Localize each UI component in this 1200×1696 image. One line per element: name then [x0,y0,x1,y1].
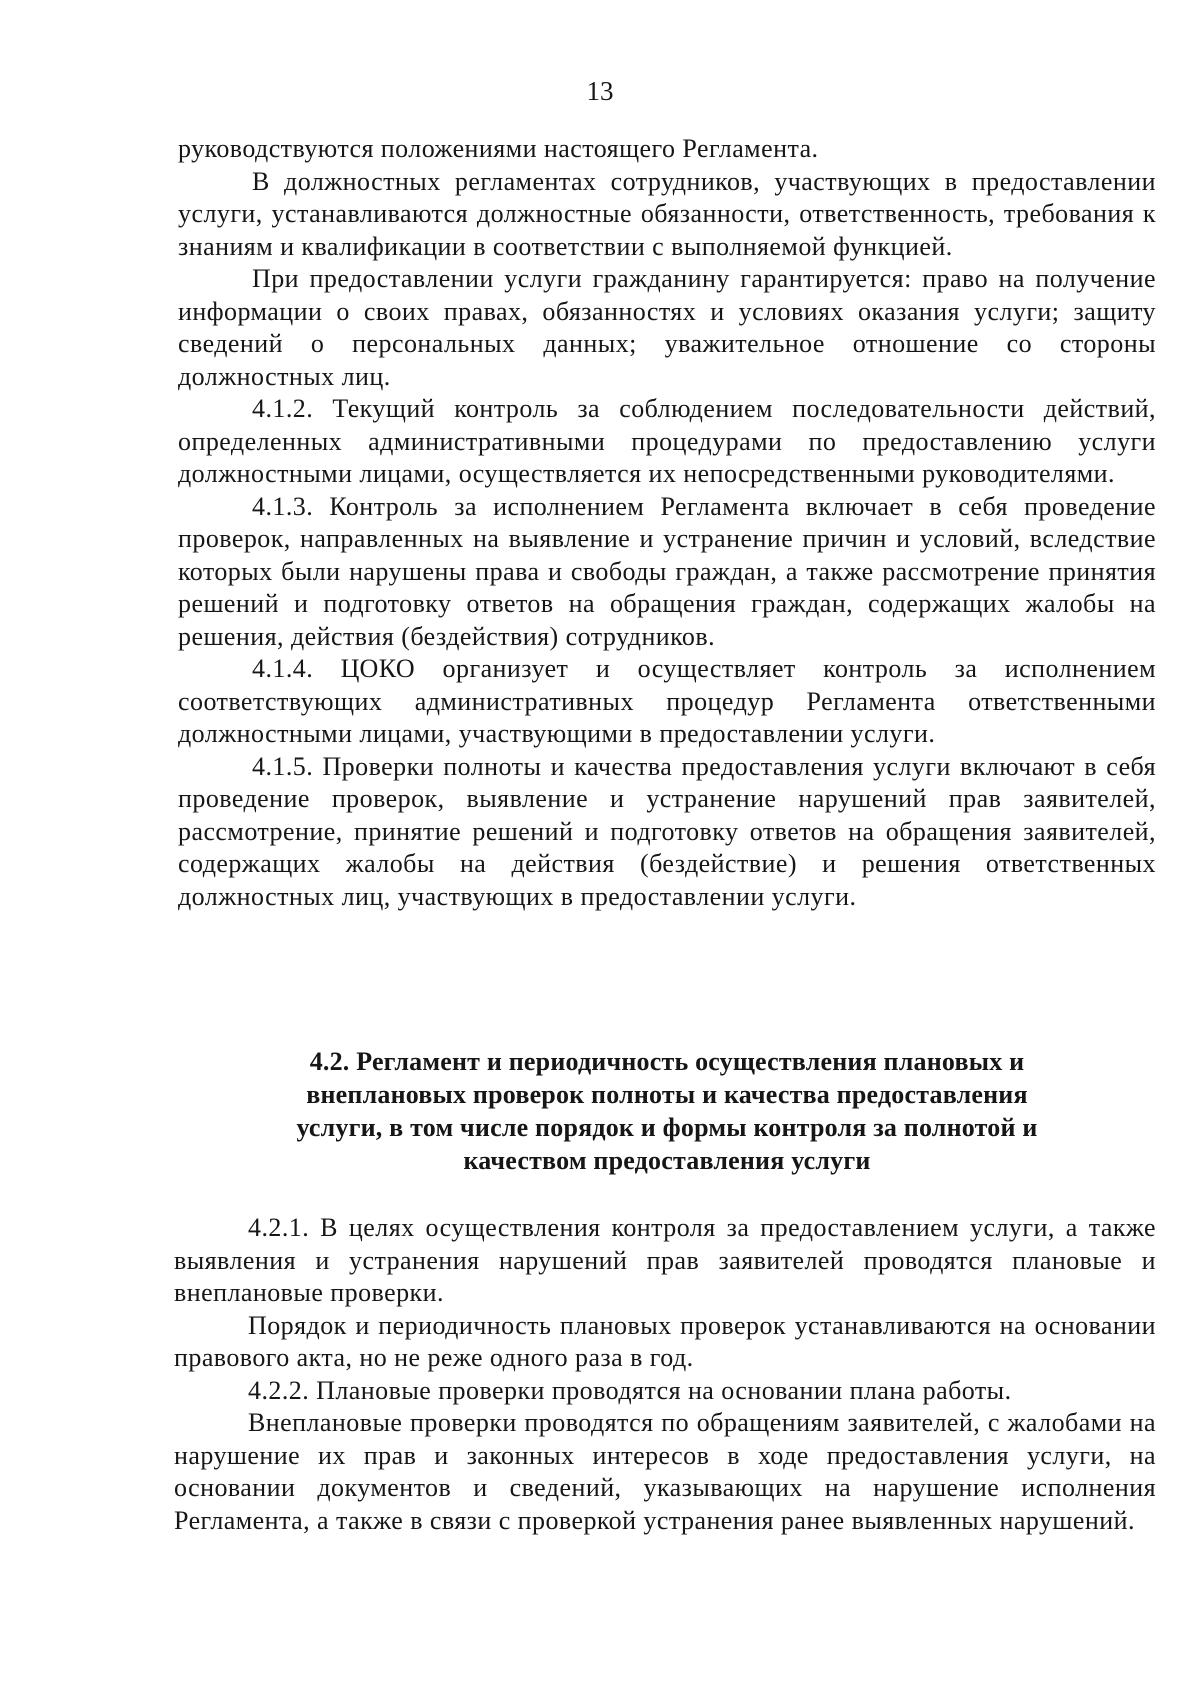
paragraph-job-regulations: В должностных регламентах сотрудников, участвующих в предоставлении услуги, устанавливаются должностные обязанности, ответственность, требования к знаниям и квалификации в соответствии с выполняемой функцией. [178,166,1156,261]
section-4-2-heading [178,1045,1156,1177]
paragraph-4-1-2: 4.1.2. Текущий контроль за соблюдением последовательности действий, определенных административными процедурами по предоставлению услуги должностными лицами, осуществляется их непосредственными руководителями. [178,394,1156,488]
paragraph-4-1-3: 4.1.3. Контроль за исполнением Регламента включает в себя проведение проверок, направленных на выявление и устранение причин и условий, вследствие которых были нарушены права и свободы граждан, а также рассмотрение принятия решений и подготовку ответов на обращения граждан, содержащих жалобы на решения, действия (бездействия) сотрудников. [178,491,1156,651]
page-number: 13 [586,76,614,106]
heading-line: качеством предоставления услуги [463,1146,871,1175]
paragraph-inspection-frequency: Порядок и периодичность плановых проверок устанавливаются на основании правового акта, но не реже одного раза в год. [174,1310,1156,1372]
heading-line: 4.2. Регламент и периодичность осуществления плановых и [309,1047,1025,1076]
heading-line: внеплановых проверок полноты и качества предоставления [306,1080,1028,1109]
paragraph-citizen-guarantees: При предоставлении услуги гражданину гарантируется: право на получение информации о своих правах, обязанностях и условиях оказания услуги; защиту сведений о персональных данных; уважительное отношение со стороны должностных лиц. [178,264,1156,391]
paragraph-4-2-2: 4.2.2. Плановые проверки проводятся на основании плана работы. [248,1375,1012,1405]
paragraph-continuation: руководствуются положениями настоящего Регламента. [178,134,819,163]
heading-line: услуги, в том числе порядок и формы контроля за полнотой и [296,1113,1038,1142]
paragraph-4-1-4: 4.1.4. ЦОКО организует и осуществляет контроль за исполнением соответствующих административных процедур Регламента ответственными должностными лицами, участвующими в предоставлении услуги. [178,654,1156,748]
paragraph-4-2-1: 4.2.1. В целях осуществления контроля за предоставлением услуги, а также выявления и устранения нарушений прав заявителей проводятся плановые и внеплановые проверки. [174,1213,1156,1307]
paragraph-unscheduled-inspections: Внеплановые проверки проводятся по обращениям заявителей, с жалобами на нарушение их прав и законных интересов в ходе предоставления услуги, на основании документов и сведений, указывающих на нарушение исполнения Регламента, а также в связи с проверкой устранения ранее выявленных нарушений. [174,1408,1156,1535]
section-4-2-text [174,1212,1156,1537]
section-4-1-text [178,133,1156,913]
paragraph-4-1-5: 4.1.5. Проверки полноты и качества предоставления услуги включают в себя проведение проверок, выявление и устранение нарушений прав заявителей, рассмотрение, принятие решений и подготовку ответов на обращения заявителей, содержащих жалобы на действия (бездействие) и решения ответственных должностных лиц, участвующих в предоставлении услуги. [178,751,1156,911]
